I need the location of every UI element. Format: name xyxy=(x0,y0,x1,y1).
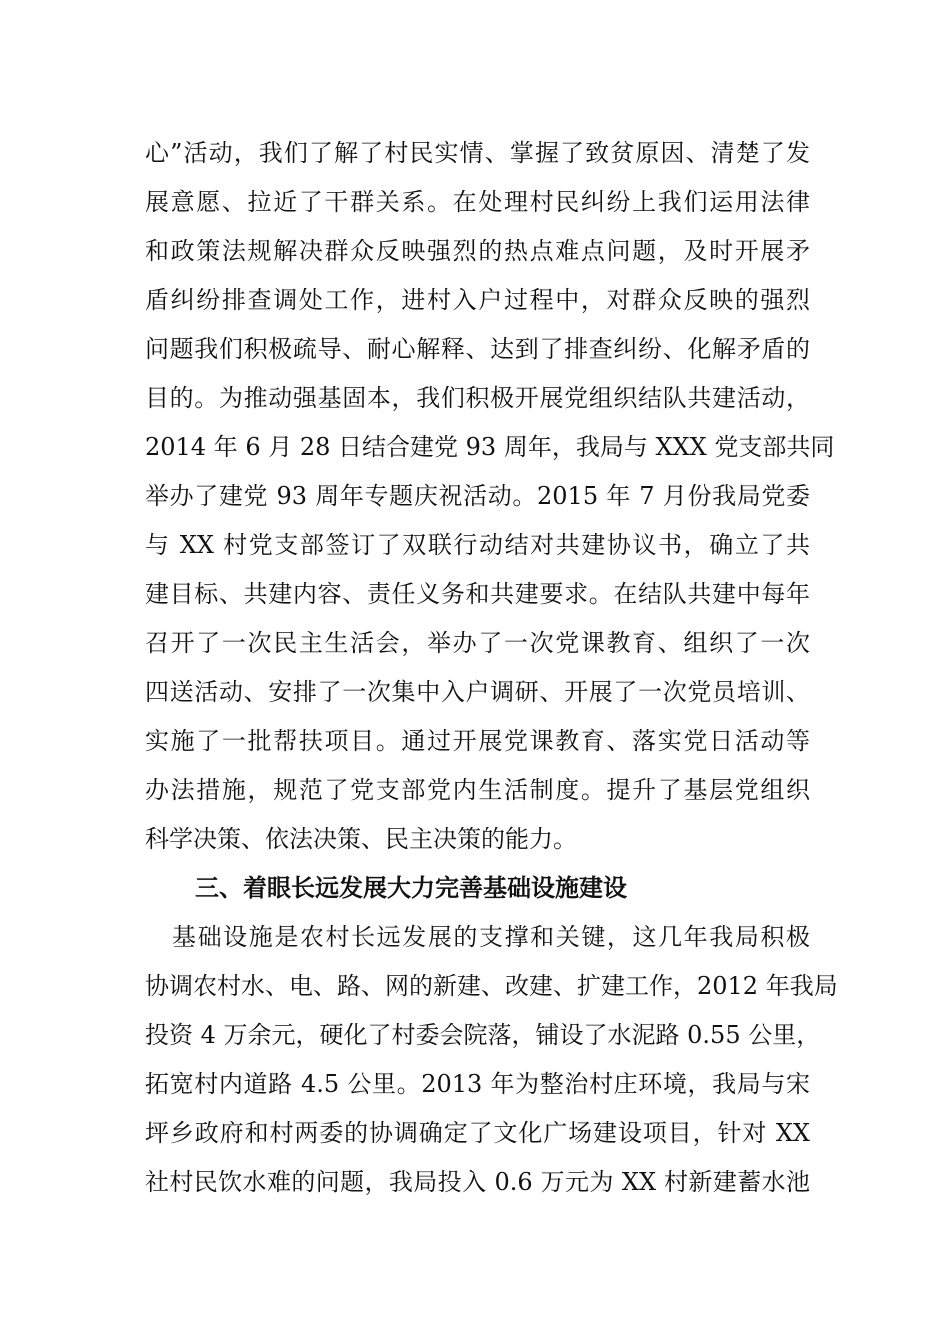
paragraph-line: 举办了建党 93 周年专题庆祝活动。2015 年 7 月份我局党委 xyxy=(145,482,810,510)
paragraph-line: 协调农村水、电、路、网的新建、改建、扩建工作，2012 年我局 xyxy=(145,972,838,1000)
paragraph-line: 投资 4 万余元，硬化了村委会院落，铺设了水泥路 0.55 公里， xyxy=(145,1021,821,1049)
paragraph-line: 四送活动、安排了一次集中入户调研、开展了一次党员培训、 xyxy=(145,678,810,706)
paragraph-line: 和政策法规解决群众反映强烈的热点难点问题，及时开展矛 xyxy=(145,237,810,265)
paragraph-line: 拓宽村内道路 4.5 公里。2013 年为整治村庄环境，我局与宋 xyxy=(145,1070,810,1098)
paragraph-line: 与 XX 村党支部签订了双联行动结对共建协议书，确立了共 xyxy=(145,531,810,559)
paragraph-line: 召开了一次民主生活会，举办了一次党课教育、组织了一次 xyxy=(145,629,810,657)
paragraph-line: 建目标、共建内容、责任义务和共建要求。在结队共建中每年 xyxy=(145,580,810,608)
paragraph-line: 心”活动，我们了解了村民实情、掌握了致贫原因、清楚了发 xyxy=(145,139,810,167)
paragraph-line: 问题我们积极疏导、耐心解释、达到了排查纠纷、化解矛盾的 xyxy=(145,335,810,363)
paragraph-line: 社村民饮水难的问题，我局投入 0.6 万元为 XX 村新建蓄水池 xyxy=(145,1168,810,1196)
paragraph-line: 基础设施是农村长远发展的支撑和关键，这几年我局积极 xyxy=(172,923,810,951)
paragraph-line: 2014 年 6 月 28 日结合建党 93 周年，我局与 XXX 党支部共同 xyxy=(145,433,835,461)
paragraph-line: 科学决策、依法决策、民主决策的能力。 xyxy=(145,825,577,853)
paragraph-line: 盾纠纷排查调处工作，进村入户过程中，对群众反映的强烈 xyxy=(145,286,810,314)
paragraph-line: 目的。为推动强基固本，我们积极开展党组织结队共建活动， xyxy=(145,384,810,412)
paragraph-line: 坪乡政府和村两委的协调确定了文化广场建设项目，针对 XX xyxy=(145,1119,810,1147)
paragraph-line: 实施了一批帮扶项目。通过开展党课教育、落实党日活动等 xyxy=(145,727,810,755)
paragraph-line: 办法措施，规范了党支部党内生活制度。提升了基层党组织 xyxy=(145,776,810,804)
paragraph-line: 展意愿、拉近了干群关系。在处理村民纠纷上我们运用法律 xyxy=(145,188,810,216)
section-heading: 三、着眼长远发展大力完善基础设施建设 xyxy=(195,874,627,902)
